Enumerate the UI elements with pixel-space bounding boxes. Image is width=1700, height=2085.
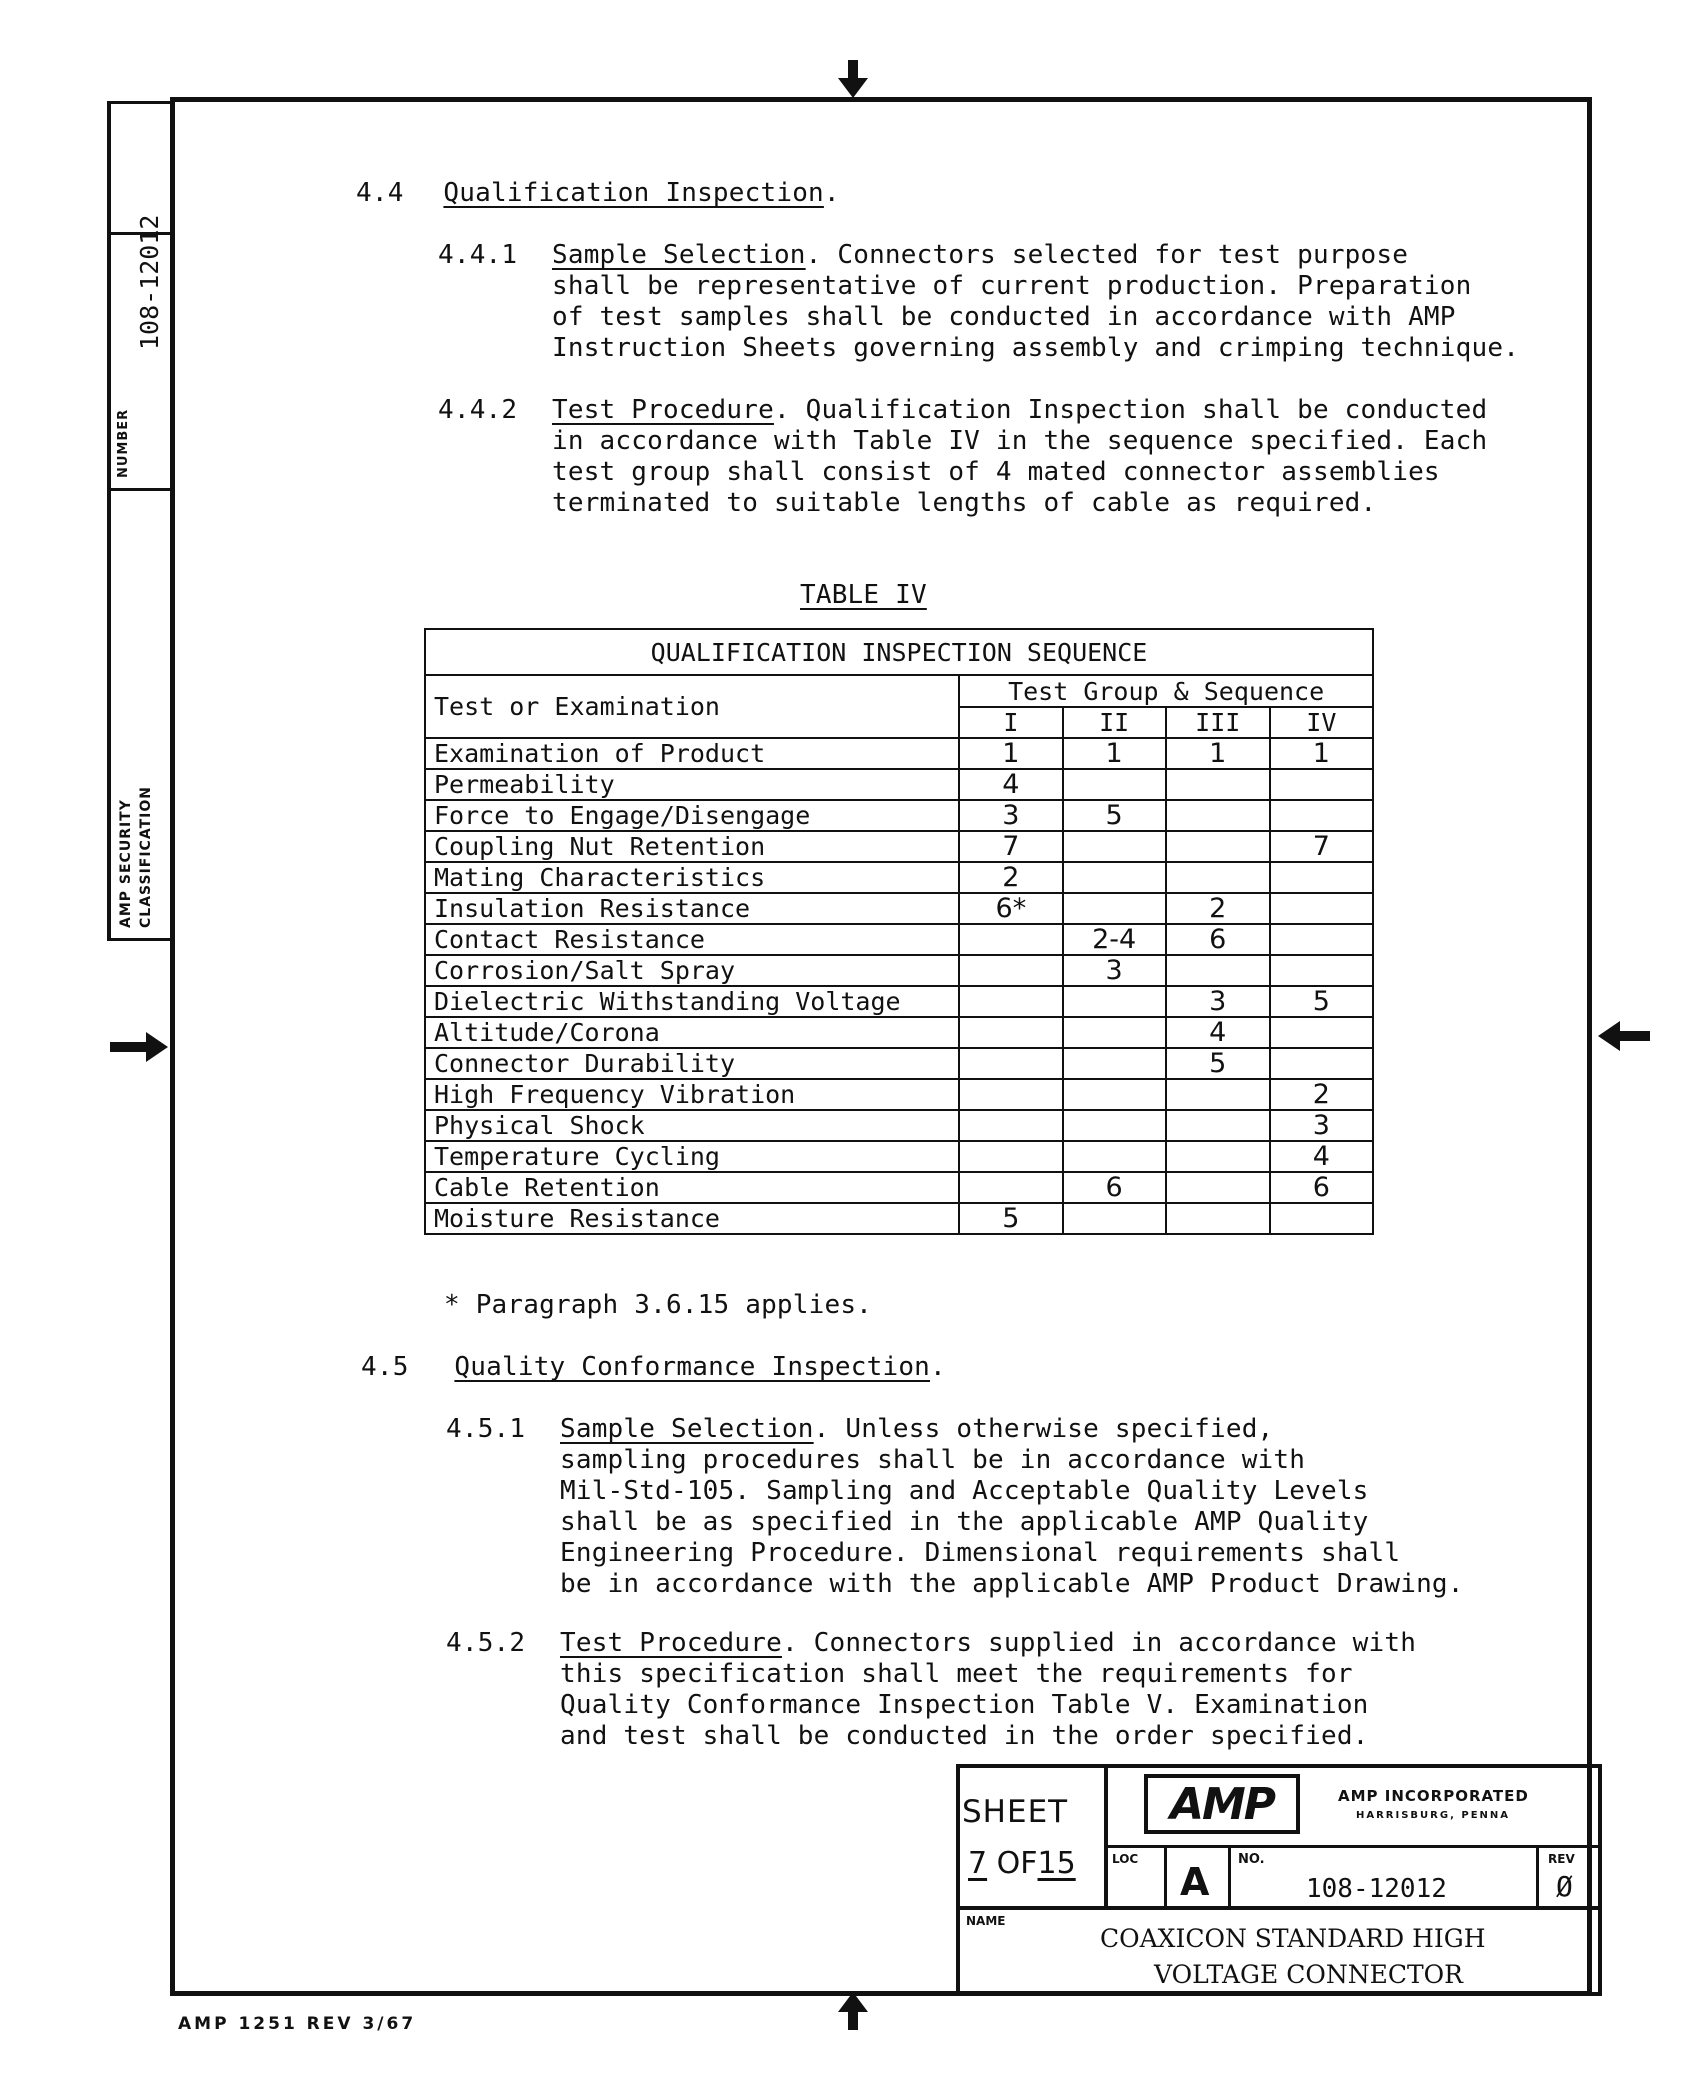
title-block-divider [1228, 1845, 1231, 1908]
paragraph-line: Mil-Std-105. Sampling and Acceptable Quality Levels [560, 1476, 1369, 1506]
rev-label: REV [1548, 1852, 1575, 1866]
sequence-cell [1063, 1048, 1166, 1079]
test-name-cell: Temperature Cycling [425, 1141, 959, 1172]
sequence-cell: 3 [1270, 1110, 1373, 1141]
document-number: 108-12012 [1306, 1874, 1447, 1904]
sequence-cell [959, 1172, 1062, 1203]
sequence-cell: 6* [959, 893, 1062, 924]
sequence-cell: 2-4 [1063, 924, 1166, 955]
top-registration-arrow-icon [836, 60, 870, 104]
paragraph-number: 4.5.2 [446, 1628, 526, 1658]
bottom-registration-arrow-icon [836, 1990, 870, 2034]
table-row [425, 924, 1373, 955]
sheet-number [968, 1846, 1076, 1881]
no-label: NO. [1238, 1852, 1265, 1867]
sequence-cell [1270, 769, 1373, 800]
title-block-divider [956, 1906, 1602, 1910]
left-registration-arrow-icon [110, 1030, 170, 1068]
paragraph-title: Sample Selection [560, 1414, 814, 1444]
number-label: NUMBER [116, 408, 131, 478]
table-row [425, 1172, 1373, 1203]
test-name-cell: High Frequency Vibration [425, 1079, 959, 1110]
sequence-cell: 6 [1270, 1172, 1373, 1203]
paragraph-title: Test Procedure [552, 395, 774, 425]
test-name-cell: Connector Durability [425, 1048, 959, 1079]
group-header-3: III [1166, 707, 1270, 738]
column-header-group: Test Group & Sequence [959, 675, 1373, 707]
paragraph-4-5-2 [446, 1628, 1566, 1752]
test-name-cell: Force to Engage/Disengage [425, 800, 959, 831]
sequence-cell [1063, 1141, 1166, 1172]
sequence-cell [1270, 1017, 1373, 1048]
paragraph-line: test group shall consist of 4 mated connector assemblies [552, 457, 1440, 487]
sequence-cell: 1 [1166, 738, 1270, 769]
sequence-cell: 5 [959, 1203, 1062, 1234]
table-row [425, 800, 1373, 831]
paragraph-line: this specification shall meet the requirements for [560, 1659, 1353, 1689]
sidebar-left-line [107, 101, 111, 941]
document-name-line-1: COAXICON STANDARD HIGH [1100, 1924, 1486, 1953]
company-location: HARRISBURG, PENNA [1356, 1810, 1510, 1821]
paragraph-line: of test samples shall be conducted in accordance with AMP [552, 302, 1456, 332]
table-body [425, 738, 1373, 1234]
column-header-test: Test or Examination [425, 675, 959, 738]
sequence-cell [1166, 1141, 1270, 1172]
sheet-current: 7 [968, 1846, 988, 1881]
form-number: AMP 1251 REV 3/67 [178, 2014, 417, 2034]
test-name-cell: Dielectric Withstanding Voltage [425, 986, 959, 1017]
paragraph-line: Quality Conformance Inspection Table V. Examination [560, 1690, 1369, 1720]
sequence-cell: 1 [1270, 738, 1373, 769]
paragraph-line: terminated to suitable lengths of cable as required. [552, 488, 1377, 518]
title-block-divider [1536, 1845, 1539, 1908]
sequence-cell: 4 [1166, 1017, 1270, 1048]
sequence-cell [959, 986, 1062, 1017]
test-name-cell: Coupling Nut Retention [425, 831, 959, 862]
sequence-cell: 6 [1166, 924, 1270, 955]
sequence-cell [1270, 893, 1373, 924]
section-4-4-heading: 4.4 Qualification Inspection. [356, 178, 840, 208]
table-row [425, 1079, 1373, 1110]
paragraph-line: . Unless otherwise specified, [813, 1414, 1274, 1444]
paragraph-line: and test shall be conducted in the order specified. [560, 1721, 1369, 1751]
sequence-cell: 1 [1063, 738, 1166, 769]
paragraph-line: . Connectors supplied in accordance with [781, 1628, 1417, 1658]
sidebar-divider [107, 488, 170, 491]
sequence-cell [1270, 862, 1373, 893]
test-name-cell: Moisture Resistance [425, 1203, 959, 1234]
paragraph-line: sampling procedures shall be in accordance with [560, 1445, 1306, 1475]
table-row [425, 1110, 1373, 1141]
table-row [425, 1141, 1373, 1172]
sequence-cell [1063, 862, 1166, 893]
sequence-cell [1166, 1203, 1270, 1234]
paragraph-line: be in accordance with the applicable AMP Product Drawing. [560, 1569, 1464, 1599]
sequence-cell [1166, 800, 1270, 831]
sequence-cell [1063, 831, 1166, 862]
table-footnote: * Paragraph 3.6.15 applies. [444, 1290, 873, 1320]
test-name-cell: Permeability [425, 769, 959, 800]
sequence-cell: 1 [959, 738, 1062, 769]
sidebar-top-cap [107, 101, 170, 104]
sequence-cell [959, 1079, 1062, 1110]
sequence-cell [1063, 769, 1166, 800]
sequence-cell [1063, 893, 1166, 924]
paragraph-line: in accordance with Table IV in the sequence specified. Each [552, 426, 1488, 456]
paragraph-4-4-1 [438, 240, 1558, 364]
sequence-cell [1063, 1203, 1166, 1234]
test-name-cell: Physical Shock [425, 1110, 959, 1141]
test-name-cell: Contact Resistance [425, 924, 959, 955]
sheet-of: OF [996, 1846, 1038, 1881]
right-registration-arrow-icon [1598, 1019, 1650, 1057]
sequence-cell: 5 [1166, 1048, 1270, 1079]
sequence-cell [1166, 955, 1270, 986]
sequence-cell: 3 [1166, 986, 1270, 1017]
title-block-divider [1104, 1845, 1602, 1848]
sequence-cell [1270, 1048, 1373, 1079]
sequence-cell [959, 924, 1062, 955]
table-row [425, 738, 1373, 769]
amp-logo: AMP [1144, 1774, 1300, 1834]
sequence-cell [1166, 831, 1270, 862]
classification-label-1: AMP SECURITY [118, 799, 134, 928]
test-name-cell: Insulation Resistance [425, 893, 959, 924]
sequence-cell [1270, 1203, 1373, 1234]
sequence-cell: 2 [1166, 893, 1270, 924]
sequence-cell [1166, 1079, 1270, 1110]
table-row [425, 769, 1373, 800]
paragraph-line: Instruction Sheets governing assembly and crimping technique. [552, 333, 1520, 363]
sidebar-document-number: 108-12012 [135, 214, 164, 350]
group-header-2: II [1063, 707, 1166, 738]
paragraph-line: shall be as specified in the applicable AMP Quality [560, 1507, 1369, 1537]
sequence-cell: 6 [1063, 1172, 1166, 1203]
sequence-cell [1063, 1079, 1166, 1110]
paragraph-number: 4.4.1 [438, 240, 518, 270]
paragraph-line: shall be representative of current production. Preparation [552, 271, 1472, 301]
sheet-total: 15 [1037, 1846, 1076, 1881]
test-name-cell: Cable Retention [425, 1172, 959, 1203]
sequence-cell: 7 [1270, 831, 1373, 862]
paragraph-title: Sample Selection [552, 240, 806, 270]
sequence-cell [1063, 1017, 1166, 1048]
table-row [425, 1203, 1373, 1234]
sequence-cell: 3 [959, 800, 1062, 831]
sequence-cell: 5 [1063, 800, 1166, 831]
table-row [425, 831, 1373, 862]
test-name-cell: Examination of Product [425, 738, 959, 769]
test-name-cell: Mating Characteristics [425, 862, 959, 893]
sequence-cell [1063, 1110, 1166, 1141]
loc-value: A [1180, 1860, 1210, 1904]
table-caption: TABLE IV [800, 580, 927, 610]
sequence-cell: 2 [1270, 1079, 1373, 1110]
paragraph-line: . Connectors selected for test purpose [805, 240, 1409, 270]
sequence-cell: 7 [959, 831, 1062, 862]
table-row [425, 1048, 1373, 1079]
sequence-cell: 2 [959, 862, 1062, 893]
table-row [425, 986, 1373, 1017]
sequence-cell [959, 1017, 1062, 1048]
sequence-cell: 3 [1063, 955, 1166, 986]
sequence-cell [1166, 769, 1270, 800]
document-name-line-2: VOLTAGE CONNECTOR [1154, 1960, 1463, 1989]
section-title: Qualification Inspection [443, 178, 824, 208]
title-block-divider [1164, 1845, 1167, 1908]
sidebar-divider [107, 938, 170, 941]
test-name-cell: Corrosion/Salt Spray [425, 955, 959, 986]
paragraph-title: Test Procedure [560, 1628, 782, 1658]
table-row [425, 1017, 1373, 1048]
sequence-cell [1063, 986, 1166, 1017]
sequence-cell [1270, 955, 1373, 986]
sequence-cell [1270, 800, 1373, 831]
paragraph-line: . Qualification Inspection shall be conducted [773, 395, 1488, 425]
table-heading: QUALIFICATION INSPECTION SEQUENCE [425, 629, 1373, 675]
paragraph-number: 4.5.1 [446, 1414, 526, 1444]
qualification-inspection-table [424, 628, 1374, 1235]
sequence-cell [959, 1141, 1062, 1172]
rev-value: Ø [1556, 1870, 1573, 1903]
sequence-cell: 4 [959, 769, 1062, 800]
group-header-4: IV [1270, 707, 1373, 738]
sequence-cell [1270, 924, 1373, 955]
paragraph-4-5-1 [446, 1414, 1566, 1600]
sequence-cell: 4 [1270, 1141, 1373, 1172]
sequence-cell [1166, 1172, 1270, 1203]
section-4-5-heading: 4.5 Quality Conformance Inspection. [361, 1352, 946, 1382]
sequence-cell [959, 1110, 1062, 1141]
sheet-label: SHEET [962, 1794, 1069, 1830]
name-label: NAME [966, 1914, 1006, 1928]
paragraph-4-4-2 [438, 395, 1558, 519]
sequence-cell [959, 1048, 1062, 1079]
table-row [425, 862, 1373, 893]
company-name: AMP INCORPORATED [1338, 1787, 1529, 1805]
paragraph-number: 4.4.2 [438, 395, 518, 425]
title-block-divider [1104, 1764, 1108, 1908]
table-row [425, 893, 1373, 924]
classification-label-2: CLASSIFICATION [138, 786, 154, 928]
sequence-cell [959, 955, 1062, 986]
section-title: Quality Conformance Inspection [454, 1352, 931, 1382]
sequence-cell [1166, 1110, 1270, 1141]
loc-label: LOC [1112, 1852, 1139, 1866]
paragraph-line: Engineering Procedure. Dimensional requirements shall [560, 1538, 1401, 1568]
sequence-cell [1166, 862, 1270, 893]
test-name-cell: Altitude/Corona [425, 1017, 959, 1048]
sequence-cell: 5 [1270, 986, 1373, 1017]
section-number: 4.5 [361, 1352, 409, 1382]
section-number: 4.4 [356, 178, 404, 208]
group-header-1: I [959, 707, 1062, 738]
table-row [425, 955, 1373, 986]
